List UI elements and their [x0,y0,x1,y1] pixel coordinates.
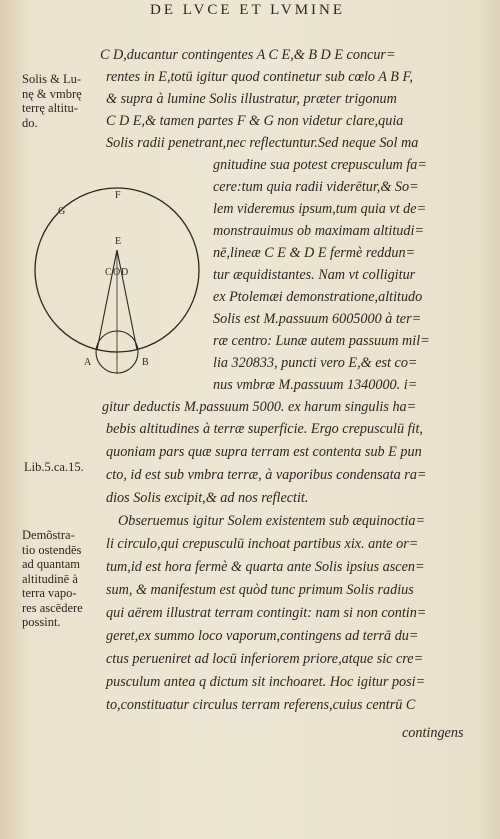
margin-note-reference: Lib.5.ca.15. [24,460,84,474]
text-line: C D E,& tamen partes F & G non videtur clare,quia [106,113,404,129]
label-o: O [113,267,121,278]
text-line: bebis altitudines à terræ superficie. Ergo crepusculū fit, [106,421,423,437]
label-b: B [142,357,149,368]
text-line: to,constituatur circulus terram referens,cuius centrū C [106,697,416,713]
text-line: geret,ex summo loco vaporum,contingens ad terrā du= [106,628,419,644]
text-line: gnitudine sua potest crepusculum fa= [213,157,427,173]
running-header: DE LVCE ET LVMINE [150,2,346,18]
text-line: dios Solis excipit,& ad nos reflectit. [106,490,309,506]
text-line: & supra à lumine Solis illustratur, præter trigonum [106,91,397,107]
text-line: ctus perueniret ad locū inferiorem priore,atque sic cre= [106,651,424,667]
text-line: ex Ptolemæi demonstratione,altitudo [213,289,423,305]
tangent-line-bde [117,250,137,350]
margin-note-altitude: Solis & Lu- nę & vmbrę terrę altitu- do. [22,72,82,130]
text-line: C D,ducantur contingentes A C E,& B D E concur= [100,47,396,63]
text-line: li circulo,qui crepusculū inchoat partibus xix. ante or= [106,536,419,552]
label-f: F [115,190,121,201]
text-line: sum, & manifestum est quòd tunc primum Solis radius [106,582,414,598]
eclipse-cone-diagram [22,182,207,382]
text-line: rentes in E,totū igitur quod continetur sub cœlo A B F, [106,69,413,85]
text-line: ræ centro: Lunæ autem passuum mil= [213,333,430,349]
label-g: G [58,206,66,217]
text-line: Solis radii penetrant,nec reflectuntur.Sed neque Sol ma [106,135,419,151]
text-line: Solis est M.passuum 6005000 à ter= [213,311,422,327]
label-e: E [115,236,122,247]
text-line: nē,lineæ C E & D E fermè reddun= [213,245,416,261]
text-line: monstrauimus ob maximam altitudi= [213,223,424,239]
label-d: D [121,267,129,278]
label-a: A [84,357,92,368]
text-line: contingens [402,725,464,741]
text-line: nus vmbræ M.passuum 1340000. i= [213,377,418,393]
text-line: qui aërem illustrat terram contingit: nam si non contin= [106,605,427,621]
text-line: lia 320833, puncti vero E,& est co= [213,355,418,371]
text-line: tum,id est hora fermè & quarta ante Solis ipsius ascen= [106,559,425,575]
text-line: Obseruemus igitur Solem existentem sub æquinoctia= [118,513,426,529]
text-line: tur æquidistantes. Nam vt colligitur [213,267,416,283]
text-line: cere:tum quia radii viderētur,& So= [213,179,419,195]
text-line: gitur deductis M.passuum 5000. ex harum singulis ha= [102,399,417,415]
tangent-line-ace [97,250,117,350]
margin-note-demonstration: Demõstra- tio ostendēs ad quantam altitudinē à terra vapo- res ascēdere possint. [22,528,83,629]
text-line: lem videremus ipsum,tum quia vt de= [213,201,427,217]
text-line: quoniam pars quæ supra terram est contenta sub E pun [106,444,422,460]
text-line: pusculum antea q dictum sit inchoaret. Hoc igitur posi= [106,674,426,690]
text-line: cto, id est sub vmbra terræ, à vaporibus condensata ra= [106,467,427,483]
label-c: C [105,267,112,278]
